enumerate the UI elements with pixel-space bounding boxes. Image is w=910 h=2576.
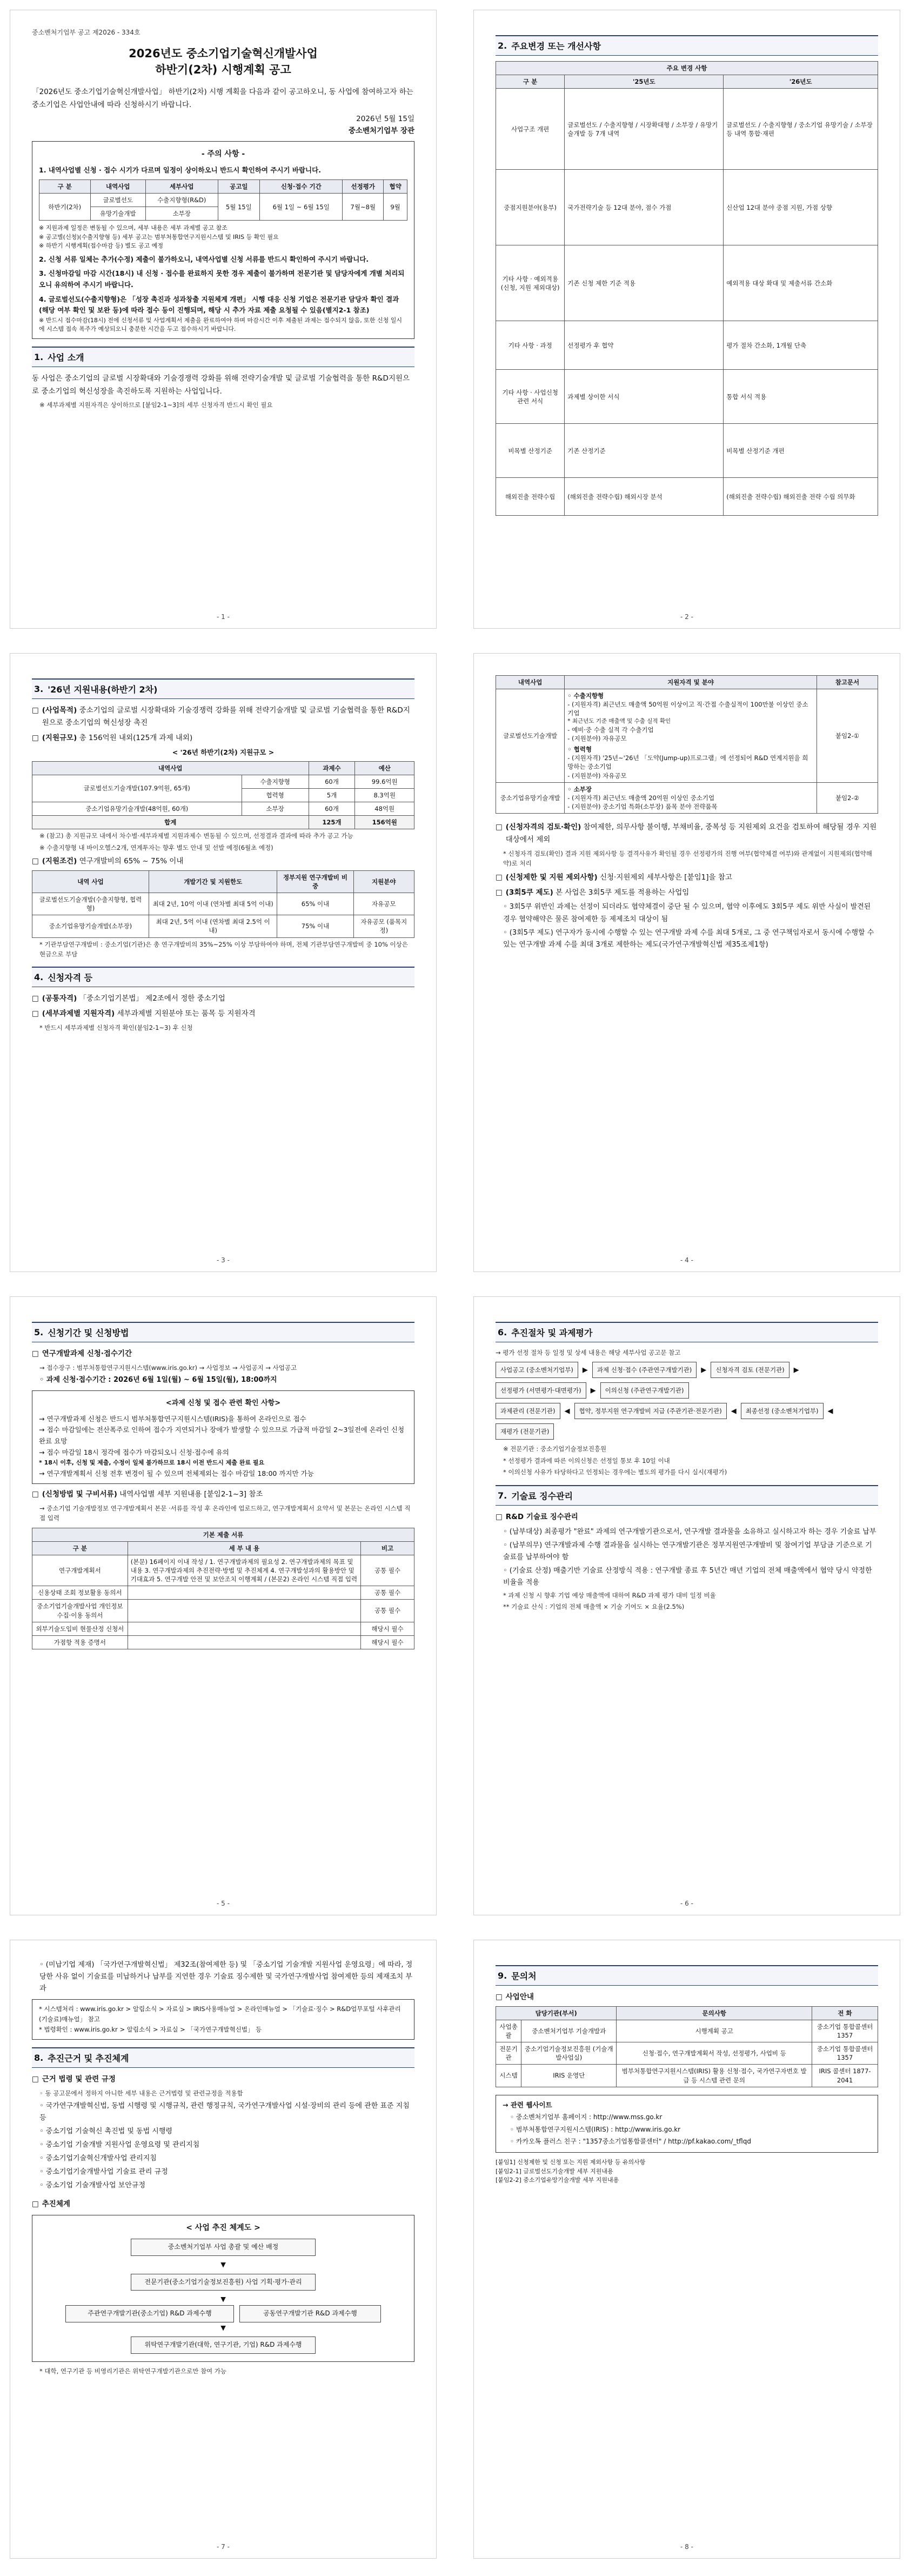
links-box bbox=[496, 2095, 878, 2153]
attachment-item: [붙임2-2] 중소기업유망기술개발 세부 지원내용 bbox=[496, 2176, 619, 2184]
table-row: 하반기(2차) 글로벌선도 수출지향형(R&D) 5월 15일 6월 1일 ~ 6월 15일 7월~8월 9월 bbox=[39, 194, 407, 207]
section-title: 신청기간 및 신청방법 bbox=[48, 1328, 129, 1338]
org-row bbox=[39, 2305, 407, 2322]
title-line-1: 2026년도 중소기업기술혁신개발사업 bbox=[129, 47, 318, 60]
law-item: ◦ 중소기업 기술혁신 촉진법 및 동법 시행령 bbox=[39, 2127, 172, 2135]
section-title: 사업 소개 bbox=[48, 352, 84, 363]
section-title: 주요변경 또는 개선사항 bbox=[511, 41, 601, 51]
application-check-title: <과제 신청 및 접수 관련 확인 사항> bbox=[165, 1399, 281, 1408]
table-row: 중점지원분야(용부) 국가전략기술 등 12대 분야, 점수 가점 신산업 12대 분야 중점 지원, 가점 상향 bbox=[496, 170, 878, 245]
page-1 bbox=[10, 10, 437, 629]
page-number: - 1 - bbox=[217, 613, 230, 621]
intro-paragraph: 「2026년도 중소기업기술혁신개발사업」 하반기(2차) 시행 계획을 다음과 같이 공고하오니, 동 사업에 참여하고자 하는 중소기업은 사업안내에 따라 신청하시기 바랍니다. bbox=[32, 87, 413, 109]
table-row: 외부기술도입비 현물산정 신청서 해당시 필수 bbox=[32, 1622, 414, 1635]
notice-4-note: ※ 반드시 접수마감(18시) 전에 신청서류 및 사업계획서 제출을 완료하여야 하며 마감시간 이후 제출된 과제는 접수되지 않음, 또한 신청 일시에 시스템 접속 폭주가 예상되오니 충분한 시간을 두고 접수하시기 바랍니다. bbox=[39, 316, 403, 333]
flow-step: 과제 신청·접수 (주관연구개발기관) bbox=[592, 1362, 697, 1378]
contact-table bbox=[496, 2006, 878, 2087]
arrow-right-icon: ▶ bbox=[701, 1366, 707, 1374]
page-6 bbox=[473, 1296, 900, 1915]
section-2-header: 2. 주요변경 또는 개선사항 bbox=[496, 35, 878, 56]
documents-header-row: 구 분 세 부 내 용 비고 bbox=[32, 1541, 414, 1555]
org-chart bbox=[32, 2215, 414, 2362]
restriction-item: □ (신청제한 및 지원 제외사항) 신청·지원제외 세부사항은 [붙임1]을 참고 bbox=[496, 873, 732, 882]
table-row: 기타 사항 · 과정 선정평가 후 협약 평가 절차 간소화, 1개월 단축 bbox=[496, 321, 878, 370]
announcement-number: 중소벤처기업부 공고 제2026 - 334호 bbox=[32, 29, 140, 36]
royalty-note: ** 기술료 산식 : 기업의 전체 매출액 × 기술 기여도 × 요율(2.5%) bbox=[503, 1603, 685, 1611]
table-row: 글로벌선도기술개발 ◦ 수출지향형 - (지원자격) 최근년도 매출액 50억원 이상이고 직·간접 수출실적이 100만불 이상인 중소기업 * 최근년도 기준 매출액 및 수출 실적 확인 - 예비·중 수출 실적 각 수출기업 - (지원분야) 자유공모 ◦ 협력형 - (지원자격) '25년~'26년 「도약(Jump-up)프로그램」에 선정되어 R&D 연계지원을 희망하는 중소기업 - (지원분야) 자유공모 붙임2-① bbox=[496, 689, 878, 783]
application-period: ◦ 과제 신청·접수기간 : 2026년 6월 1일(월) ~ 6월 15일(월), 18:00까지 bbox=[39, 1376, 277, 1384]
notice-1: 1. 내역사업별 신청 · 접수 시기가 다르며 일정이 상이하오니 반드시 확인하여 주시기 바랍니다. bbox=[39, 166, 321, 175]
page-number: - 6 - bbox=[680, 1900, 693, 1907]
page-number: - 4 - bbox=[680, 1256, 693, 1264]
notice-1-note: ※ 지원과제 일정은 변동될 수 있으며, 세부 내용은 세부 과제별 공고 참조 bbox=[39, 224, 228, 232]
section-3-header: 3. '26년 지원내용(하반기 2차) bbox=[32, 678, 414, 699]
purpose-item: □ (사업목적) 중소기업의 글로벌 시장확대와 기술경쟁력 강화를 위해 전략기술개발 및 글로벌 기술협력을 통한 R&D지원으로 중소기업의 혁신성장 촉진 bbox=[32, 706, 410, 727]
section-1-body: 동 사업은 중소기업의 글로벌 시장확대와 기술경쟁력 강화를 위해 전략기술개발 및 글로벌 기술협력을 통한 R&D지원으로 중소기업의 혁신성장을 촉진하도록 지원하는 사업입니다. bbox=[32, 374, 410, 396]
announcement-date: 2026년 5월 15일 bbox=[356, 115, 414, 124]
section-title: '26년 지원내용(하반기 2차) bbox=[48, 684, 158, 695]
schedule-table bbox=[39, 179, 407, 221]
section-title: 추진절차 및 과제평가 bbox=[511, 1328, 593, 1338]
table-row: 협력형 5개 8.3억원 bbox=[32, 789, 414, 802]
section-1-header: 1. 사업 소개 bbox=[32, 347, 414, 367]
flow-step: 재평가 (전문기관) bbox=[496, 1423, 554, 1440]
page-5 bbox=[10, 1296, 437, 1915]
org-node: 전문기관(중소기업기술정보진흥원) 사업 기획·평가·관리 bbox=[131, 2274, 316, 2291]
common-eligibility-item: □ (공통자격) 「중소기업기본법」 제2조에서 정한 중소기업 bbox=[32, 994, 225, 1003]
documents-table bbox=[32, 1528, 414, 1649]
arrow-right-icon: ▶ bbox=[582, 1366, 588, 1374]
page-number: - 2 - bbox=[680, 613, 693, 621]
table-row: 전문기관 중소기업기술정보진흥원 (기술개발사업실) 신청·접수, 연구개발계획서 작성, 선정평가, 사업비 등 중소기업 통합콜센터 1357 bbox=[496, 2042, 878, 2065]
links-title: → 관련 웹사이트 bbox=[503, 2100, 552, 2109]
schedule-header-row: 구 분 내역사업 세부사업 공고일 신청·접수 기간 선정평가 협약 bbox=[39, 180, 407, 194]
signer: 중소벤처기업부 장관 bbox=[348, 126, 414, 135]
table-row: 해외진출 전략수립 (해외진출 전략수립) 해외시장 분석 (해외진출 전략수립) 해외진출 전략 수립 의무화 bbox=[496, 478, 878, 516]
flow-detail-note: * 선정평가 결과에 따른 이의신청은 선정일 통보 후 10일 이내 bbox=[503, 1456, 670, 1465]
notice-1-note: ※ 하반기 시행계획(접수마감 등) 별도 공고 예정 bbox=[39, 242, 164, 250]
section-6-header: 6. 추진절차 및 과제평가 bbox=[496, 1322, 878, 1342]
changes-table bbox=[496, 61, 878, 516]
table-total-row: 합계 125개 156억원 bbox=[32, 816, 414, 829]
org-node: 중소벤처기업부 사업 총괄 및 예산 배정 bbox=[131, 2239, 316, 2256]
table-row: 기타 사항 · 예외적용(신청, 지원 제외대상) 기존 신청 제한 기준 적용 예외적용 대상 확대 및 제출서류 간소화 bbox=[496, 245, 878, 321]
page-number: - 8 - bbox=[680, 2543, 693, 2551]
condition-header-row: 내역 사업 개발기간 및 지원한도 정부지원 연구개발비 비중 지원분야 bbox=[32, 871, 414, 893]
org-node: 주관연구개발기관(중소기업) R&D 과제수행 bbox=[65, 2305, 234, 2322]
notice-title: - 주의 사항 - bbox=[201, 150, 245, 159]
flow-detail-note: * 이의신청 사유가 타당하다고 인정되는 경우에는 별도의 평가를 다시 실시(재평가) bbox=[503, 1468, 727, 1476]
section-9-header: 9. 문의처 bbox=[496, 1965, 878, 1986]
page-7 bbox=[10, 1940, 437, 2559]
notice-4: 4. 글로벌선도(수출지향형)은 「성장 촉진과 성과창출 지원체계 개편」 시행 대응 신청 기업은 전문기관 담당자 확인 결과(해당 여부 확인 및 보완 등)에 따라 접수 등이 진행되며, 해당 시 추가 자료 제출 요청될 수 있음(별지2-1 참조) bbox=[39, 295, 399, 315]
law-item: ◦ 중소기업 기술개발사업 보안규정 bbox=[39, 2181, 145, 2190]
flow-step: 선정평가 (서면평가·대면평가) bbox=[496, 1382, 586, 1399]
section-title: 문의처 bbox=[511, 1971, 537, 1981]
page-4 bbox=[473, 653, 900, 1272]
flow-step: 이의신청 (주관연구개발기관) bbox=[600, 1382, 689, 1399]
table-row: 글로벌선도기술개발(수출지향형, 협력형) 최대 2년, 10억 이내 (연차별 최대 5억 이내) 65% 이내 자유공모 bbox=[32, 893, 414, 915]
org-chart-caption: < 사업 추진 체계도 > bbox=[186, 2224, 260, 2233]
arrow-left-icon: ◀ bbox=[827, 1407, 833, 1415]
budget-note: ※ 수출지향형 내 바이오헬스2개, 연계투자는 향후 별도 안내 및 선발 예정(6월초 예정) bbox=[39, 843, 273, 851]
budget-table bbox=[32, 761, 414, 829]
laws-note: ◦ 동 공고문에서 정하지 아니한 세부 내용은 근거법령 및 관련규정을 적용함 bbox=[39, 2089, 243, 2098]
application-system-note: → 접수장구 : 범부처통합연구지원시스템(www.iris.go.kr) → 사업정보 → 사업공지 → 사업공고 bbox=[39, 1363, 297, 1372]
three-five-rule-detail: ◦ 3회5쿠 위반인 과제는 선정이 되더라도 협약체결이 중단 될 수 있으며, 협약 이후에도 3회5쿠 제도 위반 사실이 발견된 경우 협약해약은 물론 참여제한 등 제제조치 대상이 됨 bbox=[503, 903, 871, 923]
section-1-note: ※ 세부과제별 지원자격은 상이하므로 [붙임2-1~3]의 세부 신청자격 반드시 확인 필요 bbox=[39, 401, 273, 409]
attachments-list bbox=[496, 2158, 878, 2185]
law-item: ◦ 국가연구개발혁신법, 동법 시행령 및 시행규칙, 관련 행정규칙, 국가연구개발사업 시설·장비의 관리 등에 관한 표준 지침 등 bbox=[39, 2101, 410, 2122]
royalty-item: ◦ (납부의무) 연구개발과제 수행 결과물을 실시하는 연구개발기관은 정부지원연구개발비 및 참여기업 부담금 기준으로 기술료를 납부하여야 함 bbox=[503, 1541, 872, 1561]
royalty-item: ◦ (기술료 산정) 매출기반 기술료 산정방식 적용 : 연구개발 종료 후 5년간 매년 기업의 전체 매출액에서 협약 당시 약정한 비율을 적용 bbox=[503, 1566, 872, 1587]
application-method-item: □ (신청방법 및 구비서류) 내역사업별 세부 지원내용 [붙임2-1~3] 참조 bbox=[32, 1490, 263, 1499]
sanction-item: ◦ (미납기업 제재) 「국가연구개발혁신법」 제32조(참여제한 등) 및 「중소기업 기술개발 지원사업 운영요령」에 따라, 정당한 사유 없이 기술료를 미납하거나 납부를 지연한 경우 기술료 징수제한 및 국가연구개발사업 참여제한 등의 제재조치 부과 bbox=[39, 1961, 413, 1993]
process-flow-row-2 bbox=[496, 1403, 878, 1440]
eligibility-review-item: □ (신청자격의 검토·확인) 참여제한, 의무사항 불이행, 부채비율, 중복성 등 지원제외 요건을 검토하여 해당될 경우 지원대상에서 제외 bbox=[496, 822, 877, 844]
arrow-right-icon: ▶ bbox=[793, 1366, 799, 1374]
table-row: 글로벌선도기술개발(107.9억원, 65개) 수출지향형 60개 99.6억원 bbox=[32, 775, 414, 788]
eligibility-table bbox=[496, 675, 878, 814]
three-five-rule-detail: ◦ (3회5쿠 제도) 연구자가 동시에 수행할 수 있는 연구개발 과제 수를 최대 5개로, 그 중 연구책임자로서 동시에 수행할 수 있는 연구개발 과제 수를 최대 3개로 제한하는 제도(국가연구개발혁신법 제35조제1항) bbox=[503, 928, 874, 949]
process-flow-row-1 bbox=[496, 1362, 878, 1399]
document-title bbox=[32, 45, 414, 78]
flow-step: 사업공고 (중소벤처기업부) bbox=[496, 1362, 578, 1378]
table-row: 중소기업기술개발사업 개인정보 수집·이용 동의서 공통 필수 bbox=[32, 1600, 414, 1622]
table-row: 기타 사항 · 사업신청 관련 서식 과제별 상이한 서식 통합 서식 적용 bbox=[496, 370, 878, 424]
application-period-item: □ 연구개발과제 신청·접수기간 bbox=[32, 1349, 132, 1358]
law-item: ◦ 중소기업 기술개발 지원사업 운영요령 및 관리지침 bbox=[39, 2140, 200, 2149]
table-row: 연구개발계획서 (본문) 16페이지 이내 작성 / 1. 연구개발과제의 필요성 2. 연구개발과제의 목표 및 내용 3. 연구개발과제의 추진전략·방법 및 추진체계 4. 연구개발성과의 활용방안 및 기대효과 5. 연구개발 안전 및 보안조치 이행계획 / (본문2) 온라인 시스템 직접 입력 공통 필수 bbox=[32, 1555, 414, 1586]
title-line-2: 하반기(2차) 시행계획 공고 bbox=[155, 63, 291, 77]
table-row: 신용상태 조회 정보활용 동의서 공통 필수 bbox=[32, 1586, 414, 1600]
system-notes-box: * 시스템처리 : www.iris.go.kr > 알림소식 > 자료실 > IRIS사용매뉴얼 > 온라인매뉴얼 > 「기술료·징수 > R&D업무포털 사후관리(기술료)매뉴얼」 참고 * 법령확인 : www.iris.go.kr > 알림소식 > 자료실 > 「국가연구개발혁신법」 등 bbox=[32, 1999, 414, 2040]
flow-note: → 평가 선정 절차 등 일정 및 상세 내용은 해당 세부사업 공고문 참고 bbox=[496, 1349, 681, 1356]
task-eligibility-item: □ (세부과제별 지원자격) 세부과제별 지원분야 또는 품목 등 지원자격 bbox=[32, 1009, 256, 1019]
arrow-down-icon: ▼ bbox=[220, 2295, 226, 2304]
law-item: ◦ 중소기업기술개발사업 기술료 관리 규정 bbox=[39, 2167, 168, 2176]
arrow-down-icon: ▼ bbox=[220, 2260, 226, 2268]
page-number: - 7 - bbox=[217, 2543, 230, 2551]
table-row: 사업구조 개편 글로벌선도 / 수출지향형 / 시장확대형 / 소부장 / 유망기술개발 등 7개 내역 글로벌선도 / 수출지향형 / 중소기업 유망기술 / 소부장 등 내역 통합·재편 bbox=[496, 89, 878, 170]
page-number: - 5 - bbox=[217, 1900, 230, 1907]
notice-3: 3. 신청마감일 마감 시간(18시) 내 신청 · 접수를 완료하지 못한 경우 제출이 불가하며 전문기관 및 담당자에게 개별 처리되오니 유의하여 주시기 바랍니다. bbox=[39, 269, 405, 289]
link-item[interactable]: ◦ 범부처통합연구지원시스템(IRIS) : http://www.iris.go.kr bbox=[510, 2125, 681, 2133]
section-title: 추진근거 및 추진체계 bbox=[48, 2053, 129, 2064]
law-item: ◦ 중소기업기술혁신개발사업 관리지침 bbox=[39, 2154, 157, 2162]
table-row: 비목별 산정기준 기존 산정기준 비목별 산정기준 개편 bbox=[496, 424, 878, 478]
laws-subheader: □ 근거 법령 및 관련 규정 bbox=[32, 2075, 116, 2084]
condition-table bbox=[32, 870, 414, 938]
eligibility-review-note: * 신청자격 검토(확인) 결과 지원 제외사항 등 결격사유가 확인될 경우 선정평가의 진행 여부(협약체결 여부)와 관계없이 지원제외(협약해약)로 처리 bbox=[503, 849, 872, 868]
eligibility-header-row: 내역사업 지원자격 및 분야 참고문서 bbox=[496, 676, 878, 689]
contact-subheader: □ 사업안내 bbox=[496, 1993, 534, 2001]
three-five-rule-item: □ (3회5쿠 제도) 본 사업은 3회5쿠 제도를 적용하는 사업임 bbox=[496, 888, 690, 897]
notice-1-note: ※ 공고별(신청)(수출지향형 등) 세부 공고는 범부처통합연구지원시스템 및 IRIS 등 확인 필요 bbox=[39, 233, 279, 241]
table-row: 중소기업유망기술개발(소부장) 최대 2년, 5억 이내 (연차별 최대 2.5억 이내) 75% 이내 자유공모 (품목지정) bbox=[32, 915, 414, 937]
changes-caption-row: 주요 변경 사항 bbox=[496, 62, 878, 75]
documents-caption-row: 기본 제출 서류 bbox=[32, 1528, 414, 1541]
budget-note: ※ (참고) 총 지원규모 내에서 차수별·세부과제별 지원과제수 변동될 수 있으며, 선정결과 결과에 따라 추가 공고 가능 bbox=[39, 832, 353, 840]
royalty-note: * 과제 신청 시 향후 기업 예상 매출액에 대하여 R&D 과제 평가 대비 일정 비율 bbox=[503, 1591, 716, 1599]
section-5-header: 5. 신청기간 및 신청방법 bbox=[32, 1322, 414, 1342]
flow-detail-note: ※ 전문기관 : 중소기업기술정보진흥원 bbox=[503, 1445, 607, 1453]
notice-2: 2. 신청 서류 일체는 추가(수정) 제출이 불가하오니, 내역사업별 신청 서류를 반드시 확인하여 주시기 바랍니다. bbox=[39, 255, 369, 263]
table-row: 사업총괄 중소벤처기업부 기술개발과 시행계획 공고 중소기업 통합콜센터 1357 bbox=[496, 2020, 878, 2042]
section-7-header: 7. 기술료 징수관리 bbox=[496, 1485, 878, 1506]
section-title: 기술료 징수관리 bbox=[511, 1490, 573, 1501]
task-eligibility-note: * 반드시 세부과제별 신청자격 확인(붙임2-1~3) 후 신청 bbox=[39, 1024, 193, 1032]
changes-header-row: 구 분 '25년도 '26년도 bbox=[496, 75, 878, 89]
attachment-item: [붙임1] 신청제한 및 신청 또는 지원 제외사항 등 유의사항 bbox=[496, 2159, 646, 2166]
page-3 bbox=[10, 653, 437, 1272]
table-row: 중소기업유망기술개발 ◦ 소부장 - (지원자격) 최근년도 매출액 20억원 이상인 중소기업 - (지원분야) 중소기업 특화(소부장) 품목 분야 전략품목 붙임2-② bbox=[496, 782, 878, 813]
royalty-subheader: □ R&D 기술료 징수관리 bbox=[496, 1512, 578, 1521]
budget-header-row: 내역사업 과제수 예산 bbox=[32, 761, 414, 775]
flow-step: 신청자격 검토 (전문기관) bbox=[711, 1362, 789, 1378]
table-row: 중소기업유망기술개발(48억원, 60개) 소부장 60개 48억원 bbox=[32, 802, 414, 816]
org-node: 공동연구개발기관 R&D 과제수행 bbox=[239, 2305, 381, 2322]
arrow-left-icon: ◀ bbox=[731, 1407, 737, 1415]
scale-item: □ (지원규모) 총 156억원 내외(125개 과제 내외) bbox=[32, 733, 193, 742]
condition-item: □ (지원조건) 연구개발비의 65% ~ 75% 이내 bbox=[32, 857, 184, 866]
link-item[interactable]: ◦ 카카오톡 플러스 친구 : "1357중소기업통합콜센터" / http://pf.kakao.com/_tflqd bbox=[510, 2138, 751, 2145]
application-check-box: <과제 신청 및 접수 관련 확인 사항> → 연구개발과제 신청은 반드시 범부처통합연구지원시스템(IRIS)을 통하여 온라인으로 접수 → 접수 마감일에는 전산폭주로 인하여 접수가 지연되거나 장애가 발생할 수 있으므로 가급적 마감일 2~3일전에 온라인 신청완료 요망 → 접수 마감일 18시 정각에 접수가 마감되오니 신청·접수에 유의 * 18시 이후, 신청 및 제출, 수정이 일체 불가하므로 18시 이전 반드시 제출 완료 필요 → 연구개발계획서 신청 전후 변경이 될 수 있으며 전체제외는 접수 마감일 18:00 까지만 가능 bbox=[32, 1390, 414, 1484]
attachment-item: [붙임2-1] 글로벌선도기술개발 세부 지원내용 bbox=[496, 2167, 613, 2175]
arrow-down-icon: ▼ bbox=[220, 2323, 226, 2332]
table-row: 유망기술개발 소부장 bbox=[39, 207, 407, 221]
flow-step: 과제관리 (전문기관) bbox=[496, 1403, 560, 1419]
link-item[interactable]: ◦ 중소벤처기업부 홈페이지 : http://www.mss.go.kr bbox=[510, 2113, 663, 2121]
page-number: - 3 - bbox=[217, 1256, 230, 1264]
section-4-header: 4. 신청자격 등 bbox=[32, 967, 414, 987]
arrow-left-icon: ◀ bbox=[564, 1407, 570, 1415]
org-chart-note: * 대학, 연구기관 등 비영리기관은 위탁연구개발기관으로만 참여 가능 bbox=[39, 2367, 227, 2375]
table-row: 시스템 IRIS 운영단 범부처통합연구지원시스템(IRIS) 활용 신청·접수, 국가연구자번호 발급 등 시스템 관련 문의 IRIS 콜센터 1877-2041 bbox=[496, 2065, 878, 2087]
notice-box bbox=[32, 141, 414, 339]
royalty-item: ◦ (납부대상) 최종평가 "완료" 과제의 연구개발기관으로서, 연구개발 결과물을 소유하고 실시하고자 하는 경우 기술료 납부 bbox=[503, 1527, 876, 1536]
org-node: 위탁연구개발기관(대학, 연구기관, 기업) R&D 과제수행 bbox=[131, 2337, 316, 2354]
flow-step: 협약, 정부지원 연구개발비 지급 (주관기관·전문기관) bbox=[574, 1403, 727, 1419]
flow-step: 최종선정 (중소벤처기업부) bbox=[741, 1403, 824, 1419]
condition-note: * 기관부담연구개발비 : 중소기업(기관)은 총 연구개발비의 35%~25% 이상 부담하여야 하며, 전체 기관부담연구개발비 중 10% 이상은 현금으로 부담 bbox=[39, 940, 408, 958]
application-method-note: → 중소기업 기술개발정보 연구개발계획서 본문 ·서류를 작성 후 온라인에 업로드하고, 연구개발계획서 요약서 및 본문는 온라인 시스템 직접 입력 bbox=[39, 1505, 411, 1522]
section-8-header: 8. 추진근거 및 추진체계 bbox=[32, 2047, 414, 2068]
arrow-right-icon: ▶ bbox=[590, 1386, 596, 1395]
contact-header-row: 담당기관(부서) 문의사항 전 화 bbox=[496, 2006, 878, 2020]
table-row: 가점항 적용 증명서 해당시 필수 bbox=[32, 1635, 414, 1649]
section-title: 신청자격 등 bbox=[48, 973, 93, 983]
page-2 bbox=[473, 10, 900, 629]
page-8 bbox=[473, 1940, 900, 2559]
system-subheader: □ 추진체계 bbox=[32, 2200, 70, 2209]
budget-caption: < '26년 하반기(2차) 지원규모 > bbox=[172, 748, 275, 756]
